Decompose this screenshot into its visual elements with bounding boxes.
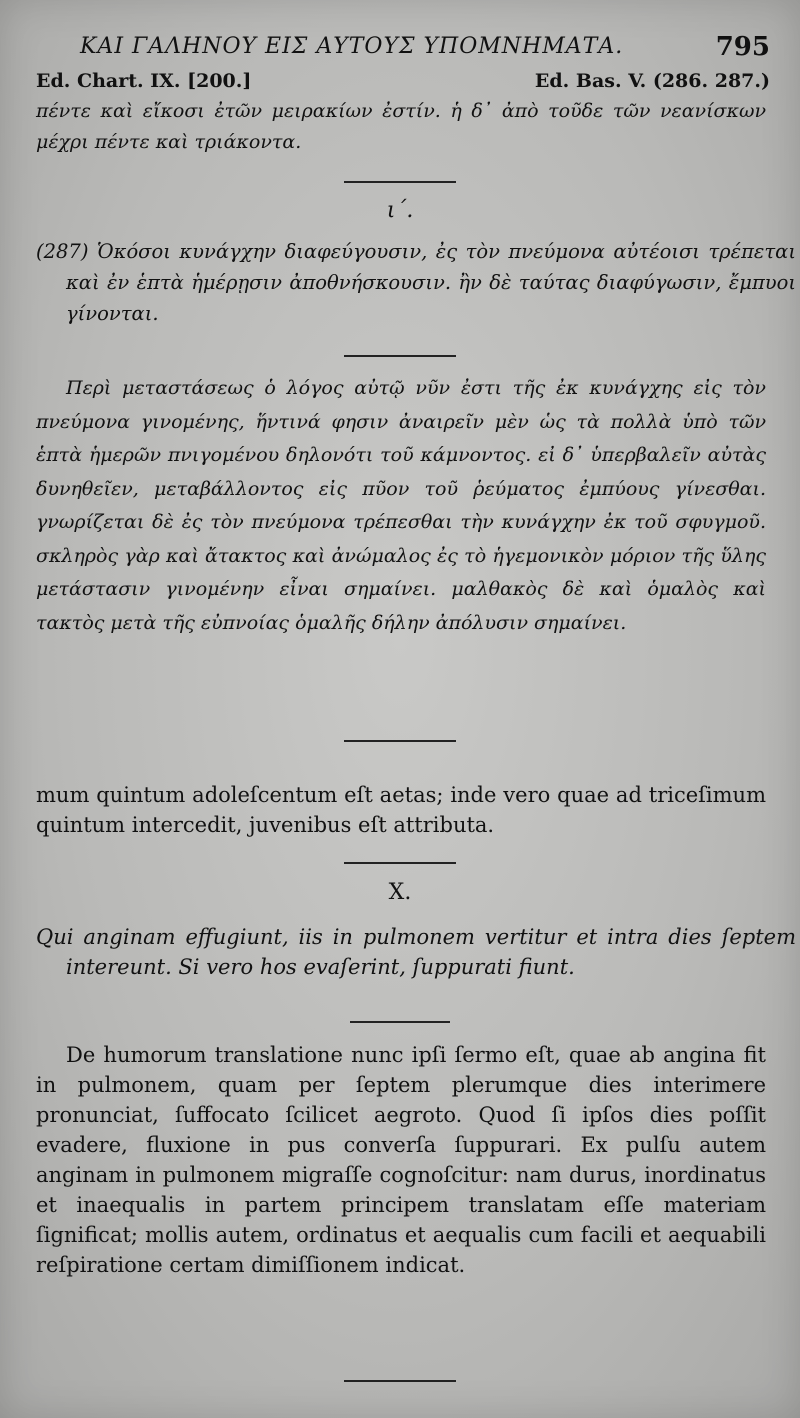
divider-rule [350,1021,450,1023]
latin-commentary: De humorum translatione nunc ipſi ſermo eſt, quae ab angina fit in pulmonem, quam per ſeptem plerumque dies interimere pronunciat, ſuffocato ſcilicet aegroto. Quod ſi ipſos dies poſſit evadere, fluxione in pus converſa ſuppurari. Ex pulſu autem anginam in pulmonem migraſſe cognoſcitur: nam durus, inordinatus et inaequalis in partem principem translatam eſſe materiam ſignificat; mollis autem, ordinatus et aequalis cum facili et aequabili reſpiratione certam dimiſſionem indicat. [36,1043,766,1277]
divider-rule [344,1380,456,1382]
greek-commentary: Περὶ μεταστάσεως ὁ λόγος αὐτῷ νῦν ἐστι τῆς ἐκ κυνάγχης εἰς τὸν πνεύμονα γινομένης, ἥντινά φησιν ἀναιρεῖν μὲν ὡς τὰ πολλὰ ὑπὸ τῶν ἑπτὰ ἡμερῶν πνιγομένου δηλονότι τοῦ κάμνοντος. εἰ δ᾽ ὑπερβαλεῖν αὐτὰς δυνηθεῖεν, μεταβάλλοντος εἰς πῦον τοῦ ῥεύματος ἐμπύους γίνεσθαι. γνωρίζεται δὲ ἐς τὸν πνεύμονα τρέπεσθαι τὴν κυνάγχην ἐκ τοῦ σφυγμοῦ. σκληρὸς γὰρ καὶ ἄτακτος καὶ ἀνώμαλος ἐς τὸ ἡγεμονικὸν μόριον τῆς ὕλης μετάστασιν γινομένην εἶναι σημαίνει. μαλθακὸς δὲ καὶ ὁμαλὸς καὶ τακτὸς μετὰ τῆς εὐπνοίας ὁμαλῆς δήλην ἀπόλυσιν σημαίνει. [36,377,766,634]
latin-opening-text: mum quintum adoleſcentum eſt aetas; inde vero quae ad triceſimum quintum intercedit, juvenibus eſt attributa. [36,783,766,837]
running-title: ΚΑΙ ΓΑΛΗΝΟΥ ΕΙΣ ΑΥΤΟΥΣ ΥΠΟΜΝΗΜΑΤΑ. [80,34,624,59]
edition-basel-ref: Ed. Bas. V. (286. 287.) [534,70,770,92]
divider-rule [344,862,456,864]
latin-aphorism: Qui anginam effugiunt, iis in pulmonem vertitur et intra dies ſeptem intereunt. Si vero hos evaſerint, ſuppurati fiunt. [36,925,796,979]
edition-chartier-ref: Ed. Chart. IX. [200.] [36,70,252,92]
greek-aphorism: (287) Ὁκόσοι κυνάγχην διαφεύγουσιν, ἐς τὸν πνεύμονα αὐτέοισι τρέπεται καὶ ἐν ἑπτὰ ἡμέρῃσιν ἀποθνήσκουσιν. ἢν δὲ ταύτας διαφύγωσιν, ἔμπυοι γίνονται. [36,240,796,325]
divider-rule [344,355,456,357]
greek-section-number: ι΄. [386,198,414,223]
page-header [80,28,770,68]
divider-rule [344,740,456,742]
latin-section-number: X. [388,880,412,905]
greek-opening-text: πέντε καὶ εἴκοσι ἐτῶν μειρακίων ἐστίν. ἡ δ᾽ ἀπὸ τοῦδε τῶν νεανίσκων μέχρι πέντε καὶ τριάκοντα. [36,100,766,153]
divider-rule [344,181,456,183]
page-number: 795 [715,32,770,62]
